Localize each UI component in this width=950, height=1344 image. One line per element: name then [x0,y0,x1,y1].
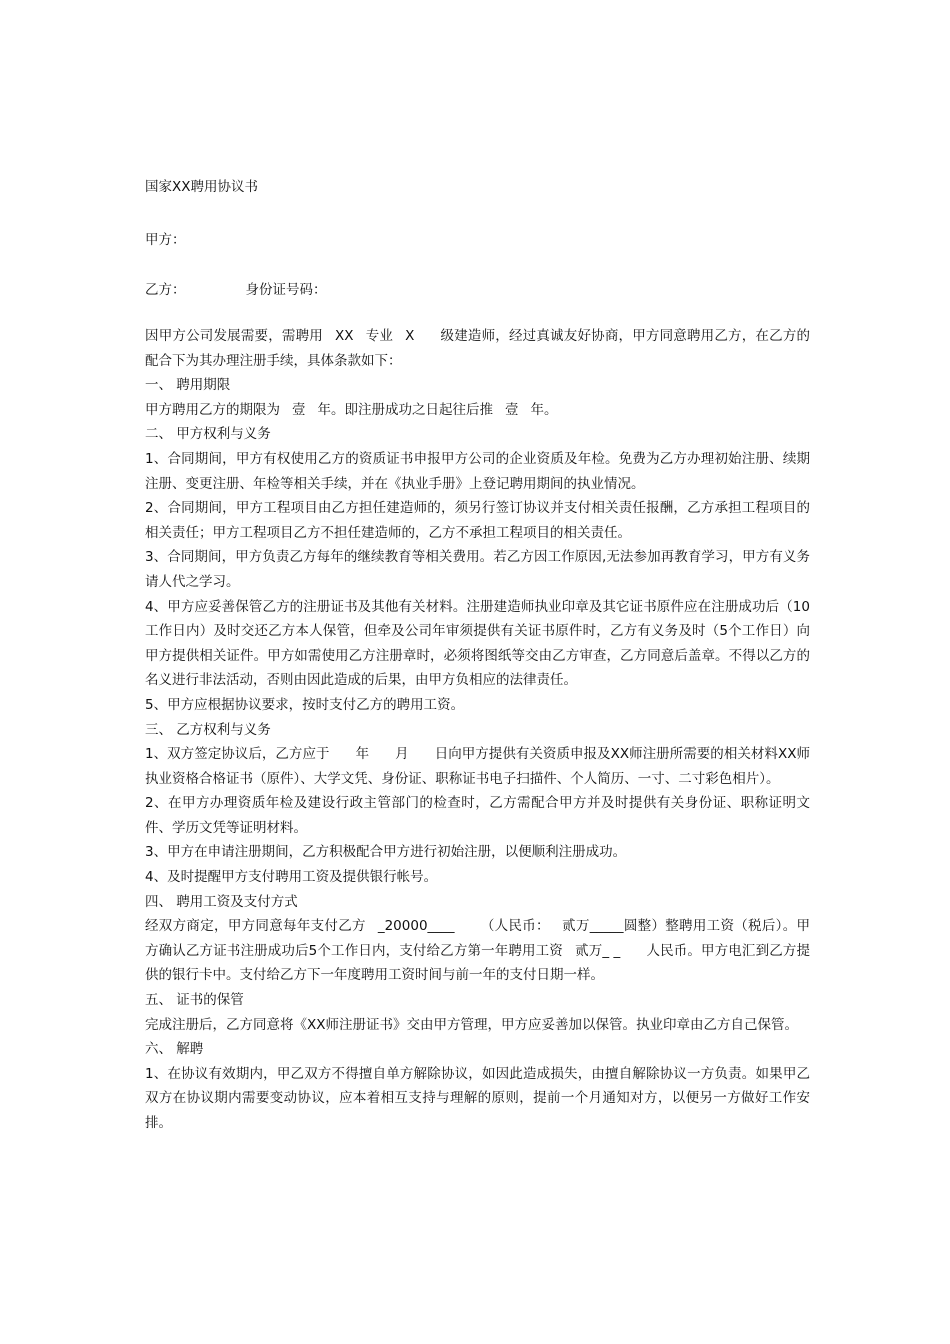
section-6-paragraph-1: 1、在协议有效期内，甲乙双方不得擅自单方解除协议，如因此造成损失，由擅自解除协议一方负责。如果甲乙双方在协议期内需要变动协议，应本着相互支持与理解的原则，提前一个月通知对方，以便另一方做好工作安排。 [145,1065,810,1131]
s1-term-2: 壹 [505,401,519,418]
section-3-paragraph-3: 3、甲方在申请注册期间，乙方积极配合甲方进行初始注册，以便顺利注册成功。 [145,844,627,861]
s3-text-a: 1、双方签定协议后，乙方应于 [145,746,330,763]
section-2-paragraph-5: 5、甲方应根据协议要求，按时支付乙方的聘用工资。 [145,696,465,713]
intro-text-2: 专业 [365,328,394,344]
section-3-paragraph-4: 4、及时提醒甲方支付聘用工资及提供银行帐号。 [145,869,438,886]
s1-text-c: 年。即注册成功之日起往后推 [317,401,493,418]
s4-text-b: （人民币： [480,918,550,935]
s3-text-d: 日向甲方提供有关资质申报及XX师注册所需要的相关材料XX师执业资格合格证书（原件）、大学文凭、身份证、职称证书电子扫描件、个人简历、一寸、二寸彩色相片）。 [145,746,810,787]
s4-first-year-amount: 贰万_ _ [574,942,621,959]
section-3-paragraph-1 [145,742,810,791]
section-4-paragraph-1 [145,914,810,988]
s1-term-1: 壹 [292,401,306,418]
section-3-heading: 三、 乙方权利与义务 [145,721,271,738]
party-b-label: 乙方： [145,282,186,298]
intro-paragraph [145,324,810,373]
intro-text-1: 因甲方公司发展需要，需聘用 [145,328,323,344]
id-number-label: 身份证号码： [245,282,327,298]
s3-month: 月 [395,746,409,763]
section-5-heading: 五、 证书的保管 [145,992,244,1009]
party-a-label: 甲方： [145,232,186,248]
s4-text-a: 经双方商定，甲方同意每年支付乙方 [145,918,366,935]
section-2-paragraph-4: 4、甲方应妥善保管乙方的注册证书及其他有关材料。注册建造师执业印章及其它证书原件应在注册成功后（10工作日内）及时交还乙方本人保管，但牵及公司年审须提供有关证书原件时，乙方有义务及时（5个工作日）向甲方提供相关证件。甲方如需使用乙方注册章时，必须将图纸等交由乙方审查，乙方同意后盖章。不得以乙方的名义进行非法活动，否则由因此造成的后果，由甲方负相应的法律责任。 [145,598,810,689]
intro-text-3: 级建造师，经过真诚友好协商，甲方同意聘用乙方，在乙方的配合下为其办理注册手续，具体条款如下： [145,328,811,369]
s4-text-e: 人民币。甲方电汇到乙方提供的银行卡中。支付给乙方下一年度聘用工资时间与前一年的支付日期一样。 [145,942,810,984]
s3-year: 年 [355,746,370,763]
section-2-paragraph-3: 3、合同期间，甲方负责乙方每年的继续教育等相关费用。若乙方因工作原因,无法参加再教育学习，甲方有义务请人代之学习。 [145,549,810,590]
section-4-heading: 四、 聘用工资及支付方式 [145,893,298,910]
section-2-heading: 二、 甲方权利与义务 [145,426,271,443]
section-1-heading: 一、 聘用期限 [145,377,231,394]
intro-x: X [405,328,415,344]
party-b-line [145,278,327,298]
section-2-paragraph-1: 1、合同期间，甲方有权使用乙方的资质证书申报甲方公司的企业资质及年检。免费为乙方办理初始注册、续期注册、变更注册、年检等相关手续，并在《执业手册》上登记聘用期间的执业情况。 [145,450,810,492]
section-3-paragraph-2: 2、在甲方办理资质年检及建设行政主管部门的检查时，乙方需配合甲方并及时提供有关身份证、职称证明文件、学历文凭等证明材料。 [145,795,810,836]
s4-amount: _20000____ [377,918,455,935]
section-5-paragraph-1: 完成注册后，乙方同意将《XX师注册证书》交由甲方管理，甲方应妥善加以保管。执业印章由乙方自己保管。 [145,1016,798,1033]
s1-text-e: 年。 [530,401,558,418]
section-6-heading: 六、 解聘 [145,1041,204,1058]
section-2-paragraph-2: 2、合同期间，甲方工程项目由乙方担任建造师的，须另行签订协议并支付相关责任报酬，乙方承担工程项目的相关责任；甲方工程项目乙方不担任建造师的，乙方不承担工程项目的相关责任。 [145,500,810,541]
document-body [145,324,810,1136]
s4-text-c: 贰万_____圆整）整聘用工资（税后）。甲方确认乙方证书注册成功后5个工作日内，支付给乙方第一年聘用工资 [145,918,811,959]
s1-text-a: 甲方聘用乙方的期限为 [145,401,280,418]
intro-xx: XX [335,328,354,344]
section-1-paragraph-1 [145,398,810,423]
document-title: 国家XX聘用协议书 [145,179,258,195]
